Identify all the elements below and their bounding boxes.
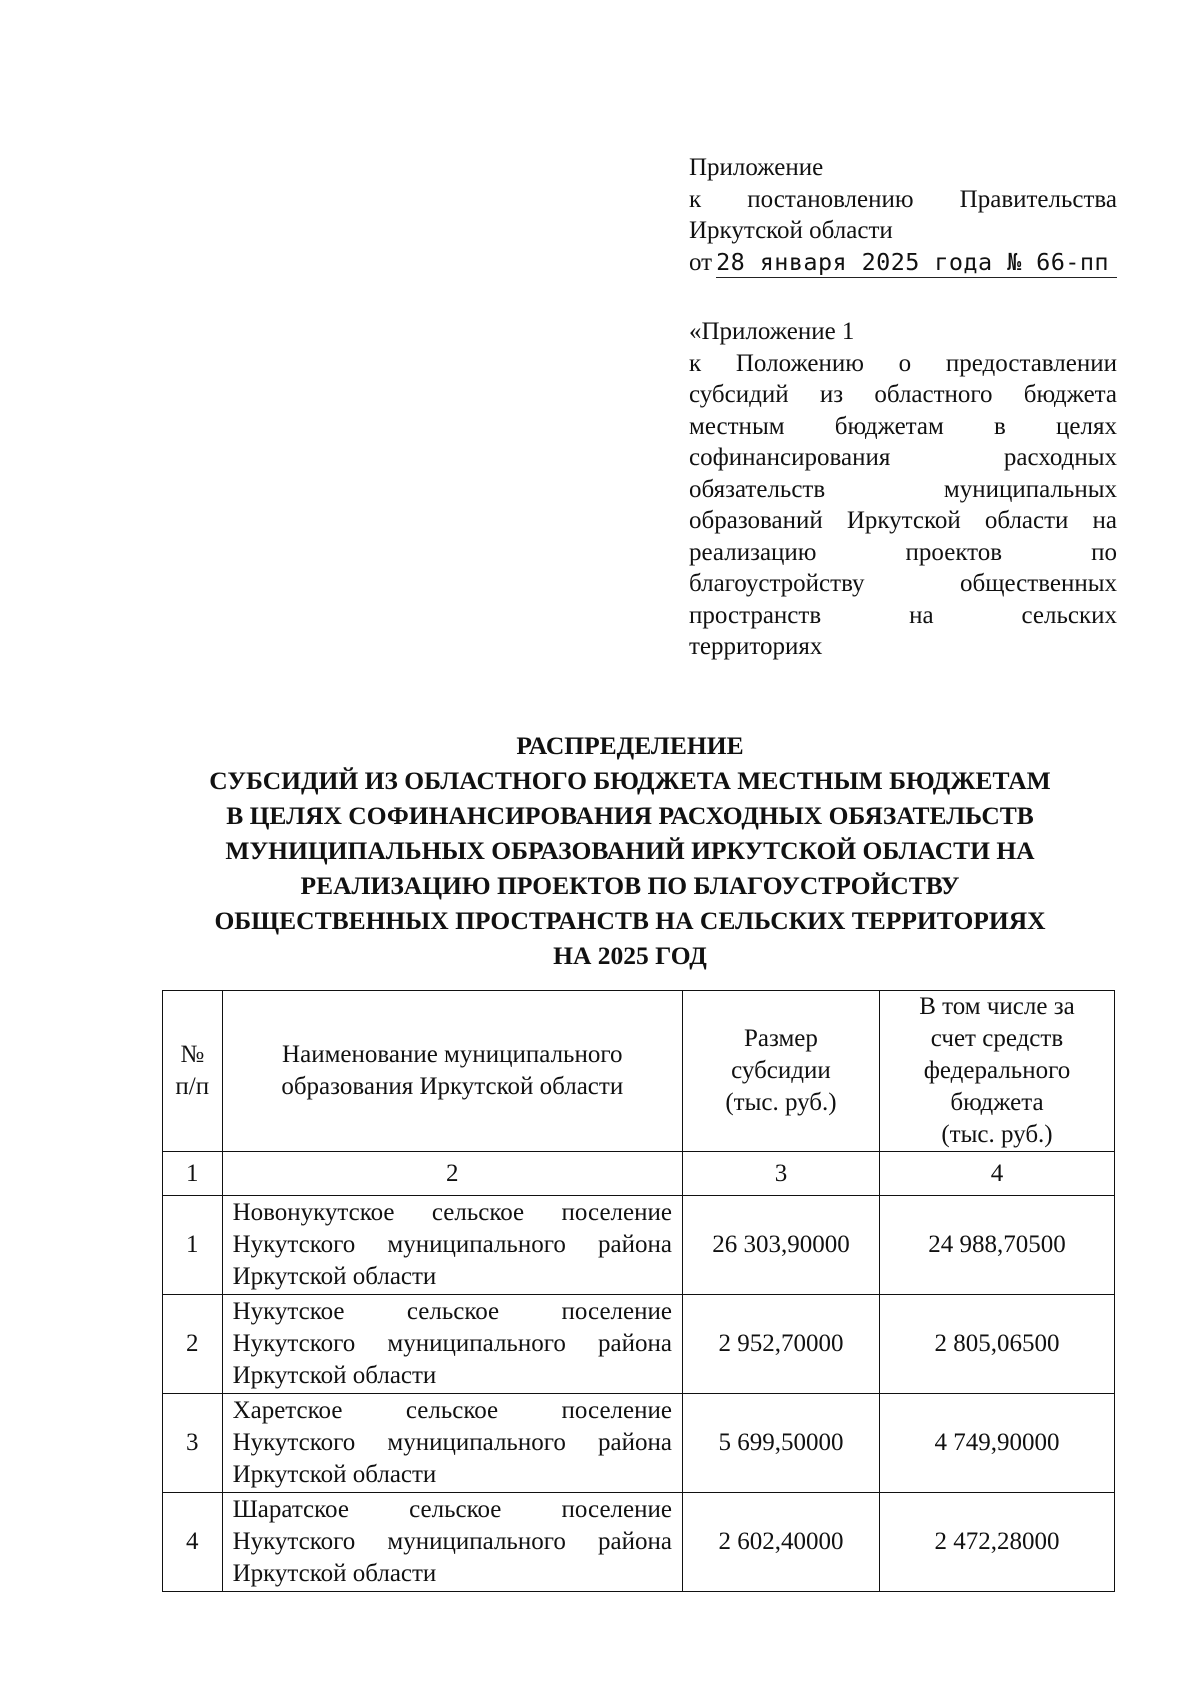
header-federal-line: федерального <box>923 1057 1071 1084</box>
subsidy-amount: 5 699,50000 <box>682 1394 879 1493</box>
subsidy-amount: 26 303,90000 <box>682 1196 879 1295</box>
row-number: 1 <box>163 1196 223 1295</box>
column-number-row <box>163 1152 1115 1196</box>
name-line: Харетское сельское поселение <box>232 1397 672 1424</box>
attachment1-line: софинансирования расходных <box>689 444 1117 471</box>
name-line: Нукутское сельское поселение <box>232 1298 672 1325</box>
table-row <box>163 1196 1115 1295</box>
attachment1-line: благоустройству общественных <box>689 570 1117 597</box>
column-number: 4 <box>879 1152 1114 1196</box>
header-municipality-name <box>222 991 682 1152</box>
header-federal-line: (тыс. руб.) <box>941 1121 1053 1148</box>
name-line: Иркутской области <box>232 1461 437 1488</box>
attachment1-line: пространств на сельских <box>689 601 1117 629</box>
attachment1-line: обязательств муниципальных <box>689 475 1117 503</box>
date-prefix: от <box>689 248 713 276</box>
title-line: ОБЩЕСТВЕННЫХ ПРОСТРАНСТВ НА СЕЛЬСКИХ ТЕРРИТОРИЯХ <box>214 906 1046 935</box>
header-number <box>163 991 223 1152</box>
column-number: 1 <box>163 1152 223 1196</box>
header-number-line: п/п <box>175 1073 210 1100</box>
municipality-name <box>222 1196 682 1295</box>
title-line: МУНИЦИПАЛЬНЫХ ОБРАЗОВАНИЙ ИРКУТСКОЙ ОБЛАСТИ НА <box>225 836 1035 865</box>
header-name-line: образования Иркутской области <box>281 1073 624 1100</box>
name-line: Шаратское сельское поселение <box>232 1496 672 1523</box>
attachment-region: Иркутской области <box>689 217 893 244</box>
header-federal-line: бюджета <box>950 1089 1044 1116</box>
attachment1-line: к Положению о предоставлении <box>689 349 1117 377</box>
table-row <box>163 1295 1115 1394</box>
municipality-name <box>222 1394 682 1493</box>
title-line: НА 2025 ГОД <box>553 941 707 970</box>
title-line: РЕАЛИЗАЦИЮ ПРОЕКТОВ ПО БЛАГОУСТРОЙСТВУ <box>300 871 960 900</box>
header-amount-line: (тыс. руб.) <box>725 1089 837 1116</box>
table-row <box>163 1493 1115 1592</box>
header-federal-funds <box>879 991 1114 1152</box>
attachment1-line: субсидий из областного бюджета <box>689 381 1117 408</box>
attachment1-line: территориях <box>689 633 823 660</box>
column-number: 2 <box>222 1152 682 1196</box>
row-number: 3 <box>163 1394 223 1493</box>
table-row <box>163 1394 1115 1493</box>
row-number: 2 <box>163 1295 223 1394</box>
row-number: 4 <box>163 1493 223 1592</box>
name-line: Иркутской области <box>232 1362 437 1389</box>
attachment1-block <box>689 316 1117 663</box>
title-line: В ЦЕЛЯХ СОФИНАНСИРОВАНИЯ РАСХОДНЫХ ОБЯЗАТЕЛЬСТВ <box>226 801 1034 830</box>
attachment-date-line <box>689 247 1117 279</box>
name-line: Нукутского муниципального района <box>232 1330 672 1357</box>
header-federal-line: счет средств <box>930 1025 1064 1052</box>
name-line: Иркутской области <box>232 1560 437 1587</box>
municipality-name <box>222 1295 682 1394</box>
attachment-block <box>689 152 1117 278</box>
resolution-date-number: 28 января 2025 года № 66-пп <box>716 248 1117 278</box>
name-line: Нукутского муниципального района <box>232 1429 672 1456</box>
attachment1-line: местным бюджетам в целях <box>689 412 1117 440</box>
subsidy-amount: 2 952,70000 <box>682 1295 879 1394</box>
header-amount-line: субсидии <box>731 1057 831 1084</box>
attachment1-line: реализацию проектов по <box>689 538 1117 566</box>
attachment1-line: «Приложение 1 <box>689 318 855 345</box>
name-line: Нукутского муниципального района <box>232 1231 672 1258</box>
table-header-row <box>163 991 1115 1152</box>
header-amount-line: Размер <box>743 1025 818 1052</box>
header-name-line: Наименование муниципального <box>282 1041 623 1068</box>
column-number: 3 <box>682 1152 879 1196</box>
name-line: Новонукутское сельское поселение <box>232 1199 672 1226</box>
attachment1-line: образований Иркутской области на <box>689 507 1117 534</box>
header-number-line: № <box>180 1041 205 1068</box>
title-line: СУБСИДИЙ ИЗ ОБЛАСТНОГО БЮДЖЕТА МЕСТНЫМ БЮДЖЕТАМ <box>209 766 1051 795</box>
municipality-name <box>222 1493 682 1592</box>
document-title <box>150 728 1110 973</box>
name-line: Иркутской области <box>232 1263 437 1290</box>
header-subsidy-amount <box>682 991 879 1152</box>
attachment-resolution: к постановлению Правительства <box>689 185 1117 213</box>
subsidy-distribution-table <box>162 990 1115 1592</box>
federal-amount: 4 749,90000 <box>879 1394 1114 1493</box>
header-federal-line: В том числе за <box>919 993 1075 1020</box>
federal-amount: 24 988,70500 <box>879 1196 1114 1295</box>
subsidy-amount: 2 602,40000 <box>682 1493 879 1592</box>
attachment-heading: Приложение <box>689 154 824 181</box>
federal-amount: 2 805,06500 <box>879 1295 1114 1394</box>
title-line: РАСПРЕДЕЛЕНИЕ <box>516 731 744 760</box>
name-line: Нукутского муниципального района <box>232 1528 672 1555</box>
federal-amount: 2 472,28000 <box>879 1493 1114 1592</box>
